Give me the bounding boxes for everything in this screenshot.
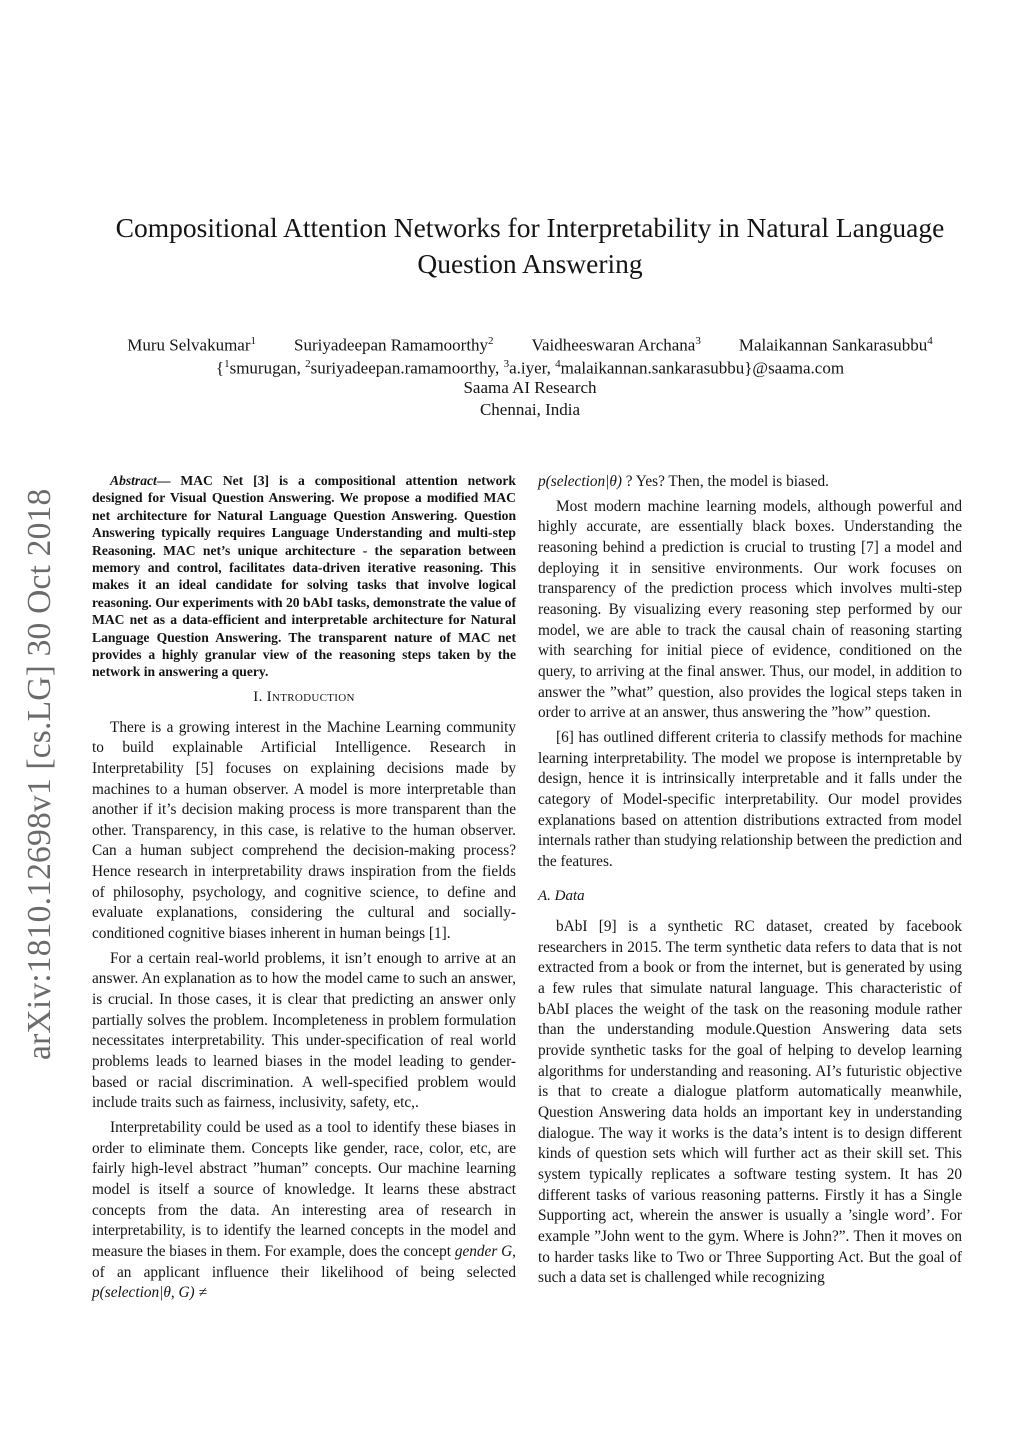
paper-title: Compositional Attention Networks for Interpretability in Natural Language Question Answering: [115, 212, 945, 279]
arxiv-identifier: arXiv:1810.12698v1 [cs.LG] 30 Oct 2018: [21, 488, 58, 1060]
author: Suriyadeepan Ramamoorthy$^2$: [294, 335, 494, 355]
section-heading-introduction: I. Introduction: [253, 688, 355, 705]
author-emails: {$^1$smurugan, $^2$suriyadeepan.ramamoorthy, $^3$a.iyer, $^4$malaikannan.sankarasubbu}@saama.com: [215, 358, 845, 378]
affiliation-organization: Saama AI Research: [463, 378, 597, 397]
paragraph: Most modern machine learning models, although powerful and highly accurate, are essentially black boxes. Understanding the reasoning behind a prediction is crucial to trusting [7] a model and deploying it in sensitive environments. Our work focuses on transparency of the prediction process which involves multi-step reasoning. By visualizing every reasoning step performed by our model, we are able to track the causal chain of reasoning starting with searching for initial piece of evidence, conditioned on the query, to arriving at the final answer. Thus, our model, in addition to answer the ”what” question, also provides the logical steps taken in order to arrive at an answer, thus answering the ”how” question.: [538, 497, 962, 722]
author: Malaikannan Sankarasubbu$^4$: [738, 335, 933, 355]
paragraph: Interpretability could be used as a tool to identify these biases in order to eliminate them. Concepts like gender, race, color, etc, are fairly high-level abstract ”human” concepts. Our machine learning model is itself a source of knowledge. It learns these abstract concepts from the data. An interesting area of research in interpretability, is to identify the learned concepts in the model and measure the biases in them. For example, does the concept gender G, of an applicant influence their likelihood of being selected p(selection|θ, G) ≠: [92, 1119, 516, 1302]
left-column: [92, 472, 516, 1308]
abstract: Abstract— MAC Net [3] is a compositional attention network designed for Visual Question Answering. We propose a modified MAC net architecture for Natural Language Question Answering. Question Answering typically requires Language Understanding and multi-step Reasoning. MAC net’s unique architecture - the separation between memory and control, facilitates data-driven iterative reasoning. This makes it an ideal candidate for solving tasks that involve logical reasoning. Our experiments with 20 bAbI tasks, demonstrate the value of MAC net as a data-efficient and interpretable architecture for Natural Language Question Answering. The transparent nature of MAC net provides a highly granular view of the reasoning steps taken by the network in answering a query.: [92, 473, 516, 680]
paragraph-continuation: p(selection|θ) ? Yes? Then, the model is biased.: [538, 473, 829, 490]
affiliation-location: Chennai, India: [479, 400, 581, 419]
author: Muru Selvakumar$^1$: [127, 335, 257, 355]
paragraph: bAbI [9] is a synthetic RC dataset, created by facebook researchers in 2015. The term synthetic data refers to data that is not extracted from a book or from the internet, but is generated by using a few rules that simulate natural language. This characteristic of bAbI places the weight of the task on the reasoning module rather than the understanding module.Question Answering data sets provide synthetic tasks for the goal of helping to develop learning algorithms for understanding and reasoning. AI’s futuristic objective is that to create a dialogue platform automatically meanwhile, Question Answering data holds an important key in understanding dialogue. The way it works is the data’s intent is to design different kinds of question sets which will further act as their skill set. This system typically replicates a software testing system. It has 20 different tasks of various reasoning patterns. Firstly it has a Single Supporting act, wherein the answer is usually a ’single word’. For example ”John went to the gym. Where is John?”. Then it moves on to harder tasks like to Two or Three Supporting Act. But the goal of such a data set is challenged while recognizing: [538, 918, 962, 1287]
subsection-heading-data: A. Data: [538, 888, 585, 905]
author: Vaidheeswaran Archana$^3$: [531, 335, 701, 355]
right-column: [538, 472, 962, 1293]
paragraph: There is a growing interest in the Machine Learning community to build explainable Artificial Intelligence. Research in Interpretability [5] focuses on explaining decisions made by machines to a human observer. A model is more interpretable than another if it’s decision making process is more transparent than the other. Transparency, in this case, is relative to the human observer. Can a human subject comprehend the decision-making process? Hence research in interpretability draws inspiration from the fields of philosophy, psychology, and cognitive science, to define and evaluate explanations, considering the cultural and socially-conditioned cognitive biases inherent in human beings [1].: [92, 718, 516, 943]
paragraph: For a certain real-world problems, it isn’t enough to arrive at an answer. An explanation as to how the model came to such an answer, is crucial. In those cases, it is clear that predicting an answer only partially solves the problem. Incompleteness in problem formulation necessitates interpretability. This under-specification of real world problems leads to learned biases in the model leading to gender-based or racial discrimination. A well-specified problem would include traits such as fairness, inclusivity, safety, etc,.: [92, 949, 516, 1112]
paragraph: [6] has outlined different criteria to classify methods for machine learning interpretability. The model we propose is internpretable by design, hence it is intrinsically interpretable and it falls under the category of Model-specific interpretability. Our model provides explanations based on attention distributions extracted from model internals rather than studying relationship between the prediction and the features.: [538, 728, 962, 870]
